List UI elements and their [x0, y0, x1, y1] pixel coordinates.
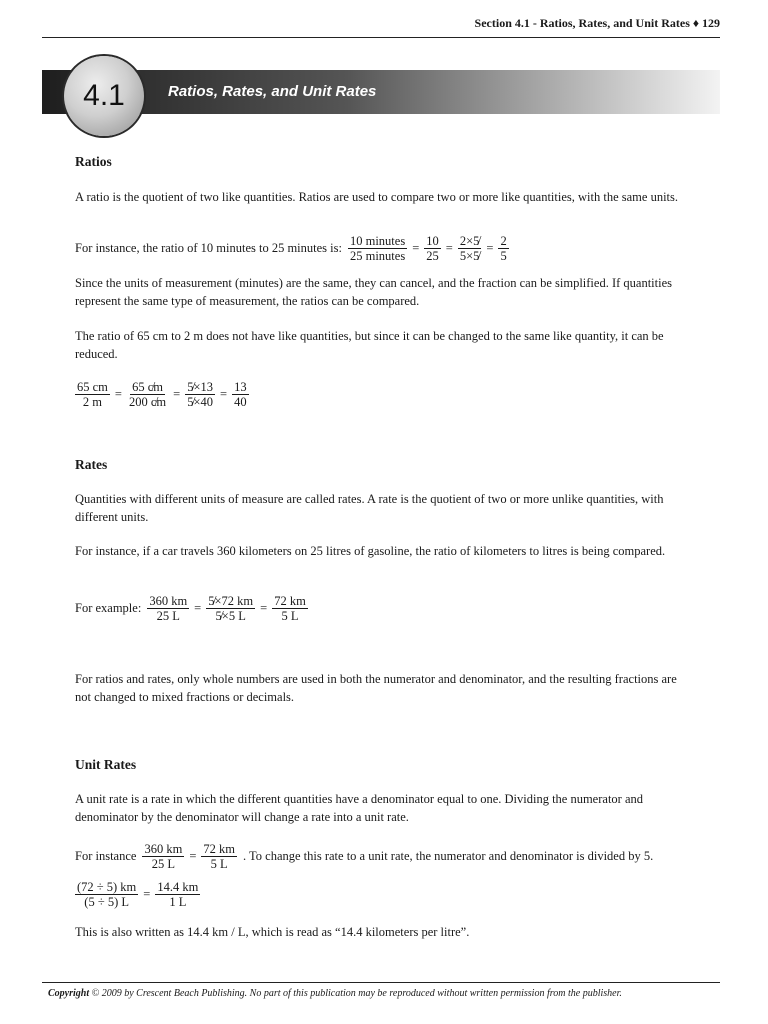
numerator: 65 c̸m	[132, 380, 163, 394]
ratios-paragraph-1: A ratio is the quotient of two like quantities. Ratios are used to compare two or more like quantities, with the same units.	[75, 190, 679, 204]
denominator: 5	[500, 249, 507, 263]
unit-rate-equation-2	[75, 880, 200, 909]
ratios-paragraph-2: Since the units of measurement (minutes) are the same, they can cancel, and the fraction can be simplified. If quantities represent the same type of measurement, the ratios can be compared.	[75, 276, 673, 308]
fraction	[147, 594, 189, 623]
unit-rates-paragraph-1: A unit rate is a rate in which the different quantities have a denominator equal to one. Dividing the numerator and denominator by the denominator will change a rate into a unit rate.	[75, 792, 643, 824]
equation-trail: . To change this rate to a unit rate, the numerator and denominator is divided by 5.	[242, 849, 654, 863]
denominator: 40	[234, 395, 247, 409]
fraction	[272, 594, 308, 623]
copyright-label: Copyright	[48, 988, 90, 999]
unit-rates-heading: Unit Rates	[75, 757, 137, 772]
fraction	[185, 380, 215, 409]
numerator: 5̸×72 km	[208, 594, 254, 608]
rate-equation	[75, 594, 308, 623]
unit-rate-equation-1	[75, 842, 653, 871]
numerator: 2	[500, 234, 507, 248]
fraction	[458, 234, 482, 263]
equals-sign: =	[114, 387, 122, 401]
fraction	[75, 880, 138, 909]
rates-paragraph-2: For instance, if a car travels 360 kilometers on 25 litres of gasoline, the ratio of kilometers to litres is being compared.	[75, 544, 666, 558]
denominator: 25 L	[156, 609, 180, 623]
numerator: 65 cm	[77, 380, 108, 394]
copyright-footer	[48, 988, 720, 999]
fraction	[201, 842, 237, 871]
ratios-paragraph-3: The ratio of 65 cm to 2 m does not have like quantities, but since it can be changed to the same like quantity, it can be reduced.	[75, 329, 664, 361]
denominator: 1 L	[169, 895, 187, 909]
equation-lead: For example:	[75, 601, 142, 615]
numerator: 10 minutes	[349, 234, 406, 248]
fraction	[232, 380, 249, 409]
numerator: 360 km	[144, 842, 183, 856]
fraction	[155, 880, 200, 909]
numerator: 5̸×13	[187, 380, 213, 394]
numerator: 72 km	[274, 594, 306, 608]
footer-rule	[42, 982, 720, 983]
equals-sign: =	[486, 241, 494, 255]
fraction	[498, 234, 508, 263]
rates-heading: Rates	[75, 457, 108, 472]
denominator: 5 L	[210, 857, 228, 871]
equals-sign: =	[220, 387, 228, 401]
ratio-equation-minutes	[75, 234, 509, 263]
numerator: 13	[234, 380, 247, 394]
fraction	[75, 380, 110, 409]
denominator: 5̸×5 L	[215, 609, 246, 623]
equals-sign: =	[194, 601, 202, 615]
rates-paragraph-3: For ratios and rates, only whole numbers are used in both the numerator and denominator, and the resulting fractions are not changed to mixed fractions or decimals.	[75, 672, 677, 704]
equals-sign: =	[445, 241, 453, 255]
fraction	[424, 234, 441, 263]
denominator: 25 L	[151, 857, 176, 871]
equation-lead: For instance	[75, 849, 137, 863]
denominator: 25	[426, 249, 439, 263]
fraction	[127, 380, 168, 409]
equals-sign: =	[143, 887, 151, 901]
denominator: 2 m	[82, 395, 102, 409]
equation-lead: For instance, the ratio of 10 minutes to 25 minutes is:	[75, 241, 342, 255]
section-number-badge: 4.1	[64, 56, 144, 136]
fraction	[348, 234, 407, 263]
fraction	[206, 594, 255, 623]
numerator: 10	[426, 234, 439, 248]
denominator: 5×5̸	[459, 249, 480, 263]
rates-paragraph-1: Quantities with different units of measure are called rates. A rate is the quotient of two or more unlike quantities, with different units.	[75, 492, 664, 524]
section-title: Ratios, Rates, and Unit Rates	[168, 83, 377, 100]
unit-rates-paragraph-2: This is also written as 14.4 km / L, which is read as “14.4 kilometers per litre”.	[75, 925, 470, 939]
numerator: 14.4 km	[157, 880, 199, 894]
copyright-text: © 2009 by Crescent Beach Publishing. No part of this publication may be reproduced without written permission from the publisher.	[89, 988, 622, 999]
fraction	[142, 842, 184, 871]
denominator: 25 minutes	[349, 249, 406, 263]
equals-sign: =	[260, 601, 268, 615]
ratio-equation-cm	[75, 380, 249, 409]
numerator: 2×5̸	[459, 234, 480, 248]
equals-sign: =	[412, 241, 420, 255]
equals-sign: =	[173, 387, 181, 401]
denominator: (5 ÷ 5) L	[84, 895, 129, 909]
equals-sign: =	[189, 849, 197, 863]
denominator: 5 L	[281, 609, 299, 623]
running-header: Section 4.1 - Ratios, Rates, and Unit Rates ♦ 129	[474, 16, 720, 30]
denominator: 5̸×40	[187, 395, 213, 409]
ratios-heading: Ratios	[75, 154, 112, 169]
denominator: 200 c̸m	[128, 395, 167, 409]
numerator: (72 ÷ 5) km	[77, 880, 137, 894]
numerator: 360 km	[149, 594, 188, 608]
header-rule	[42, 37, 720, 38]
numerator: 72 km	[203, 842, 235, 856]
